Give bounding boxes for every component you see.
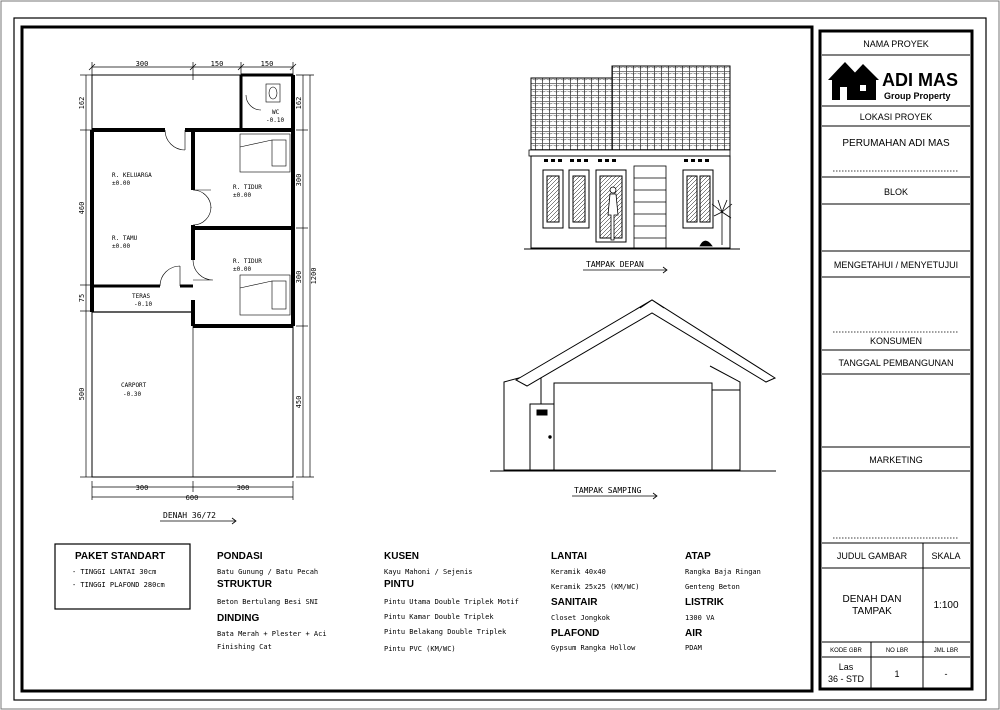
spec-line: 1300 VA <box>685 614 715 622</box>
build-date-label: TANGGAL PEMBANGUNAN <box>838 358 954 368</box>
plan-title: DENAH 36/72 <box>163 511 216 520</box>
dim-top-3: 150 <box>260 60 274 68</box>
code-label: KODE GBR <box>830 648 862 654</box>
side-view-title: TAMPAK SAMPING <box>574 486 642 495</box>
room-level: ±0.00 <box>112 243 131 250</box>
sheet-count-value: - <box>944 669 948 679</box>
block-label: BLOK <box>883 187 909 197</box>
dim-left-2: 460 <box>78 201 86 215</box>
logo-main-text: ADI MAS <box>882 70 958 90</box>
logo-sub-text: Group Property <box>884 91 951 101</box>
package-item: - TINGGI LANTAI 30cm <box>72 568 157 576</box>
room-name: R. TIDUR <box>233 258 262 265</box>
dim-top-2: 150 <box>210 60 224 68</box>
code-value-line-1: Las <box>838 662 854 672</box>
room-level: ±0.00 <box>233 192 252 199</box>
marketing-label: MARKETING <box>869 455 923 465</box>
room-level: ±0.00 <box>112 180 131 187</box>
spec-line: Pintu Kamar Double Triplek <box>384 613 494 621</box>
sheet-no-value: 1 <box>894 669 900 679</box>
dim-bottom-total: 600 <box>185 494 199 502</box>
spec-line: Kayu Mahoni / Sejenis <box>384 568 473 576</box>
spec-heading-struktur: STRUKTUR <box>217 579 272 590</box>
spec-heading-dinding: DINDING <box>217 613 260 624</box>
package-title: PAKET STANDART <box>75 551 166 562</box>
spec-line: Pintu Utama Double Triplek Motif <box>384 598 519 606</box>
approval-label: MENGETAHUI / MENYETUJUI <box>833 260 959 270</box>
spec-heading-kusen: KUSEN <box>384 551 420 562</box>
location-value: PERUMAHAN ADI MAS <box>842 138 950 149</box>
dim-right-3: 300 <box>295 270 303 284</box>
room-level: -0.10 <box>266 117 285 124</box>
package-item: - TINGGI PLAFOND 280cm <box>72 581 165 589</box>
dim-left-4: 500 <box>78 387 86 401</box>
room-name: WC <box>272 109 280 116</box>
dim-top-1: 300 <box>135 60 149 68</box>
dim-left-3: 75 <box>78 293 86 303</box>
spec-line: Keramik 40x40 <box>551 568 606 576</box>
spec-line: Batu Gunung / Batu Pecah <box>217 568 319 576</box>
spec-line: Rangka Baja Ringan <box>685 568 761 576</box>
spec-line: Finishing Cat <box>217 643 272 651</box>
project-name-label: NAMA PROYEK <box>863 39 929 49</box>
dim-right-total: 1200 <box>310 267 318 285</box>
sheet-no-label: NO LBR <box>885 648 909 654</box>
spec-line: PDAM <box>685 644 702 652</box>
front-elevation <box>524 66 740 273</box>
sheet-count-label: JML LBR <box>933 648 959 654</box>
dim-bottom-1: 300 <box>135 484 149 492</box>
code-value-line-2: 36 - STD <box>827 674 865 684</box>
spec-line: Genteng Beton <box>685 583 740 591</box>
front-view-title: TAMPAK DEPAN <box>586 260 644 269</box>
room-name: R. KELUARGA <box>112 172 152 179</box>
scale-value: 1:100 <box>933 600 959 611</box>
spec-line: Closet Jongkok <box>551 614 611 622</box>
location-label: LOKASI PROYEK <box>859 112 933 122</box>
spec-heading-atap: ATAP <box>685 551 711 562</box>
room-name: R. TIDUR <box>233 184 262 191</box>
room-name: TERAS <box>132 293 151 300</box>
drawing-title-label: JUDUL GAMBAR <box>836 551 908 561</box>
spec-heading-listrik: LISTRIK <box>685 597 724 608</box>
spec-line: Gypsum Rangka Hollow <box>551 644 636 652</box>
room-level: -0.10 <box>134 301 153 308</box>
room-name: CARPORT <box>121 382 147 389</box>
spec-heading-air: AIR <box>685 628 703 639</box>
spec-heading-pintu: PINTU <box>384 579 414 590</box>
spec-heading-sanitair: SANITAIR <box>551 597 598 608</box>
spec-line: Beton Bertulang Besi SNI <box>217 598 319 606</box>
drawing-title-line-1: DENAH DAN <box>842 594 902 605</box>
room-name: R. TAMU <box>112 235 138 242</box>
spec-line: Pintu Belakang Double Triplek <box>384 628 507 636</box>
scale-label: SKALA <box>931 551 961 561</box>
spec-heading-lantai: LANTAI <box>551 551 587 562</box>
spec-heading-plafond: PLAFOND <box>551 628 600 639</box>
dim-bottom-2: 300 <box>236 484 250 492</box>
dim-left-1: 162 <box>78 96 86 110</box>
spec-line: Bata Merah + Plester + Aci <box>217 630 327 638</box>
drawing-title-line-2: TAMPAK <box>852 606 892 617</box>
spec-line: Keramik 25x25 (KM/WC) <box>551 583 640 591</box>
spec-heading-pondasi: PONDASI <box>217 551 263 562</box>
room-level: ±0.00 <box>233 266 252 273</box>
consumer-label: KONSUMEN <box>869 336 923 346</box>
dim-right-2: 300 <box>295 173 303 187</box>
room-level: -0.30 <box>123 391 142 398</box>
spec-line: Pintu PVC (KM/WC) <box>384 645 456 653</box>
dim-right-1: 162 <box>295 96 303 110</box>
dim-right-4: 450 <box>295 395 303 409</box>
